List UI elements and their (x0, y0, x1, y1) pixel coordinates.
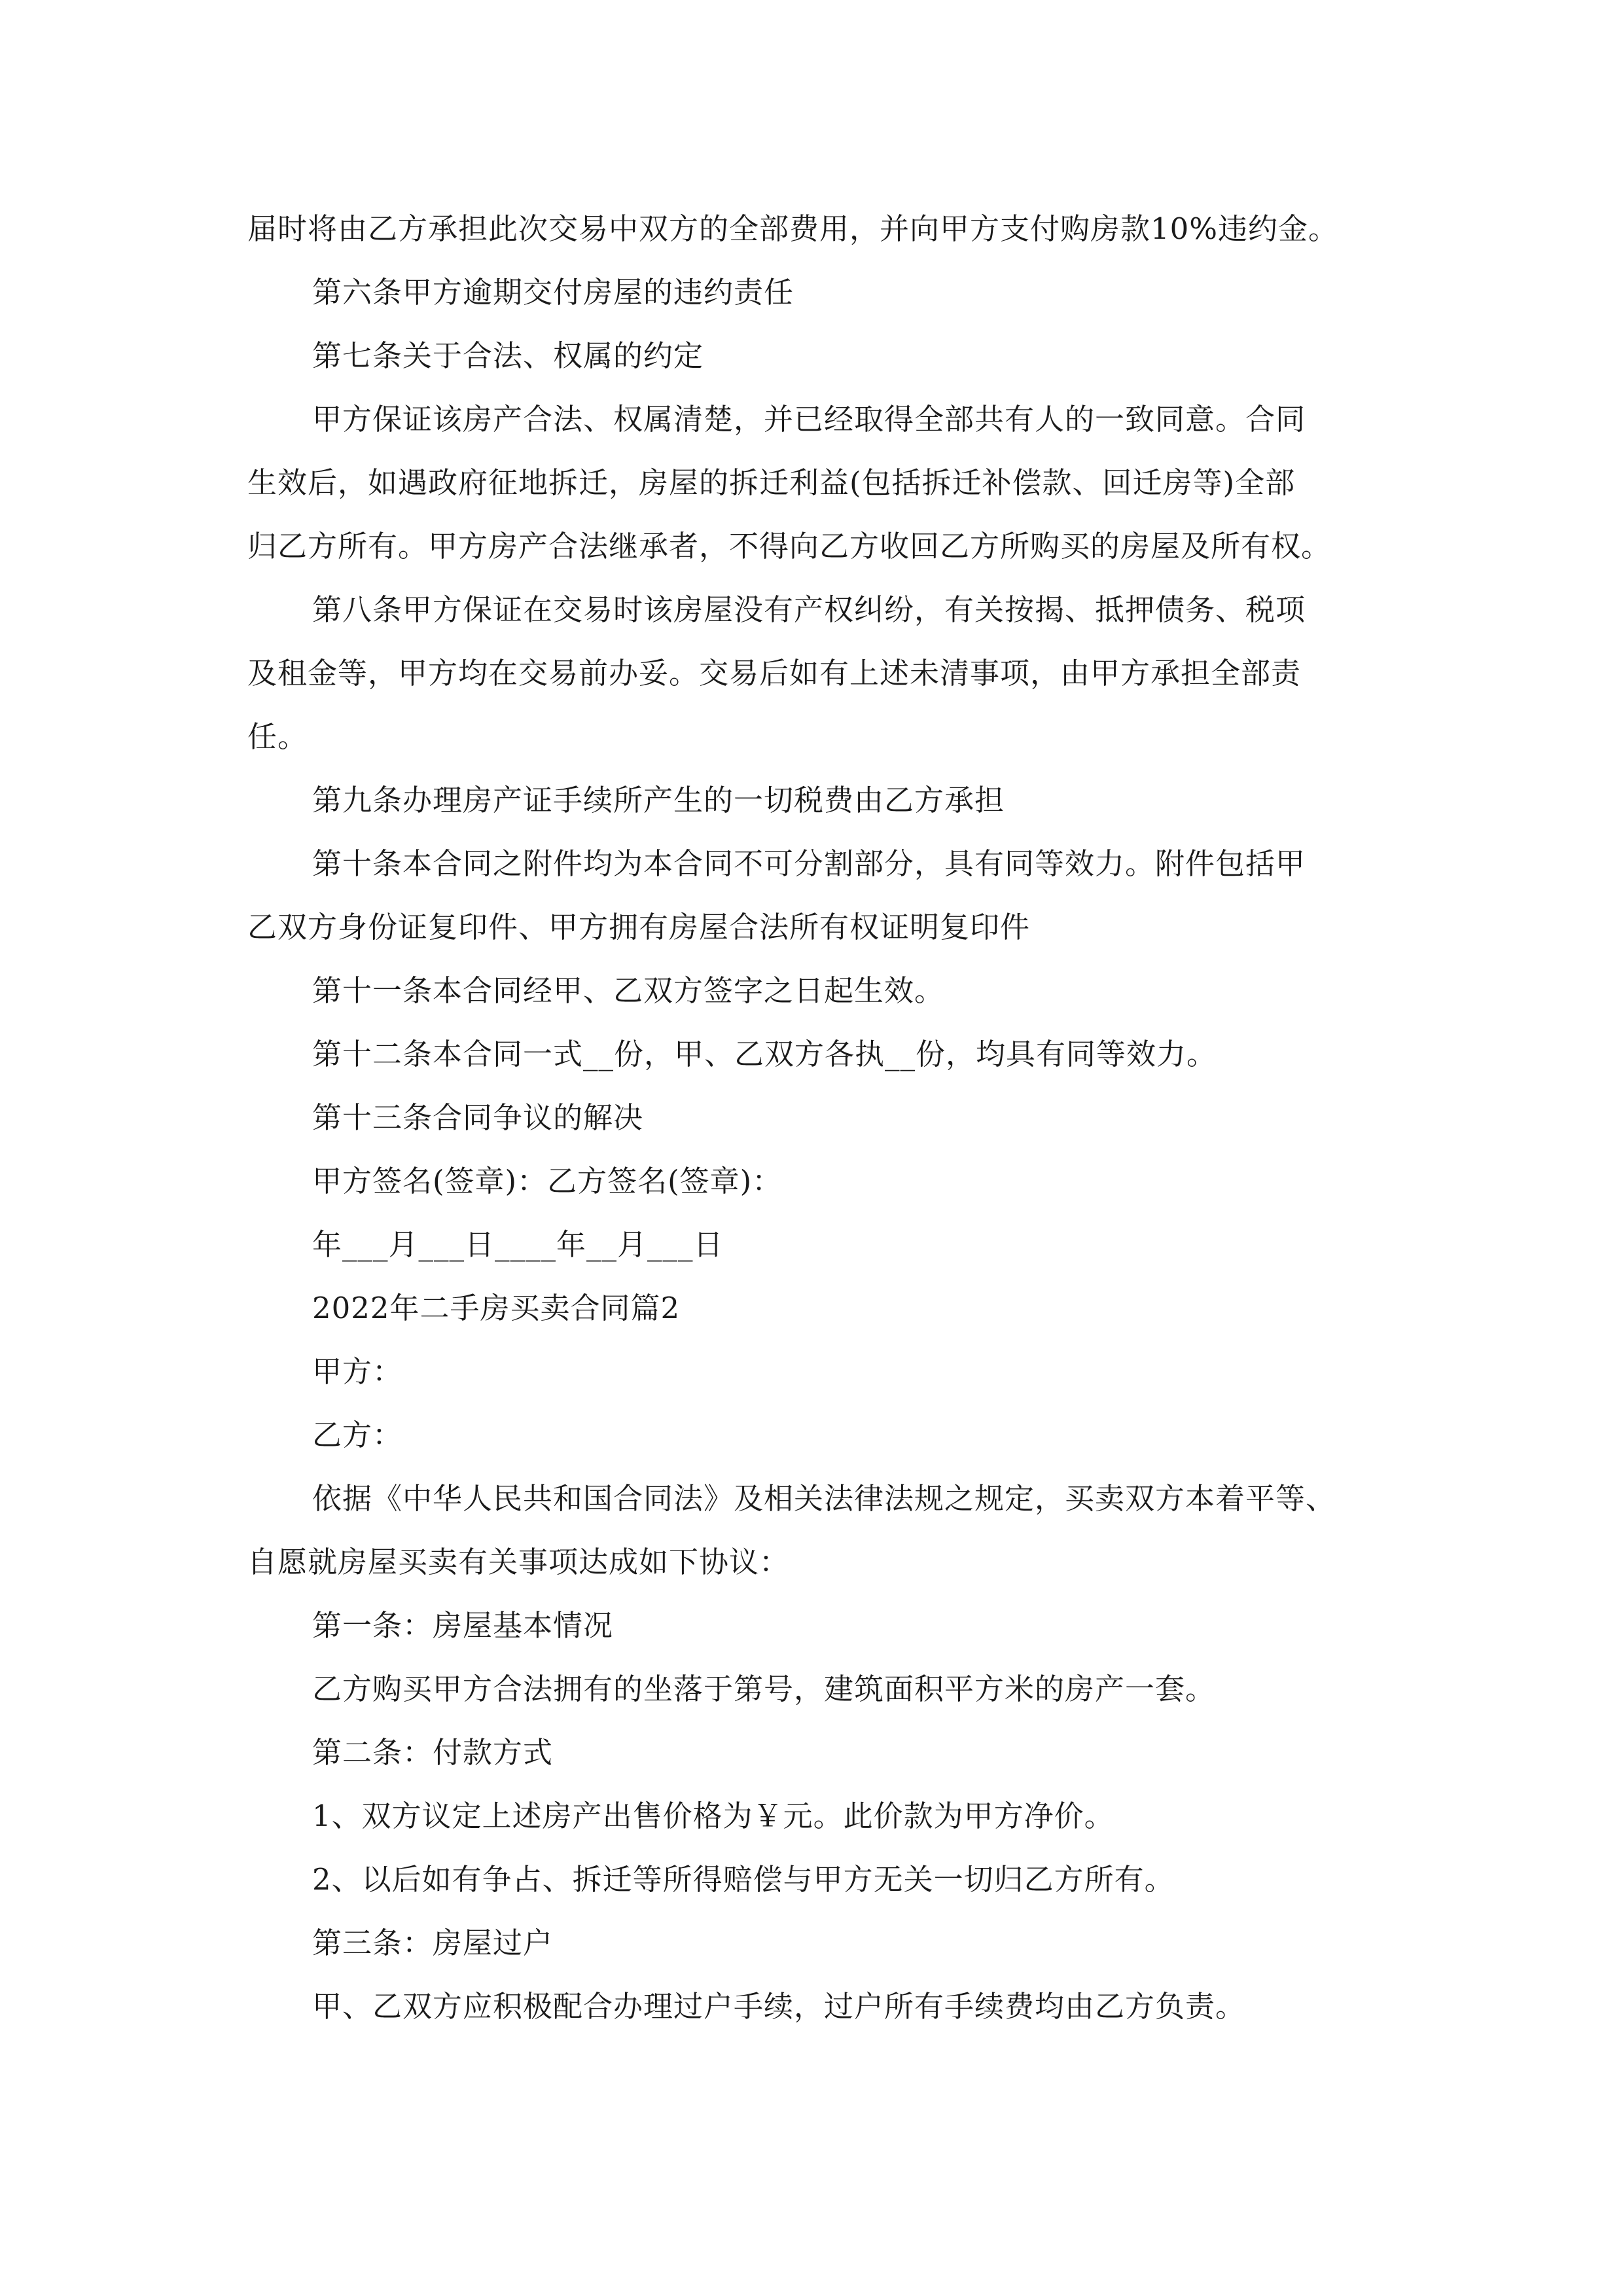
signature-line: 甲方签名(签章)：乙方签名(签章)： (312, 1164, 783, 1198)
paragraph-line: 第十条本合同之附件均为本合同不可分割部分，具有同等效力。附件包括甲 (312, 846, 1306, 881)
clause-heading-3: 第三条：房屋过户 (312, 1926, 554, 1960)
paragraph-line: 乙方购买甲方合法拥有的坐落于第号，建筑面积平方米的房产一套。 (312, 1672, 1216, 1706)
paragraph-line: 第八条甲方保证在交易时该房屋没有产权纠纷，有关按揭、抵押债务、税项 (312, 592, 1306, 627)
paragraph-line: 届时将由乙方承担此次交易中双方的全部费用，并向甲方支付购房款10%违约金。 (247, 211, 1339, 246)
clause-heading-2: 第二条：付款方式 (312, 1735, 554, 1770)
paragraph-line: 任。 (247, 719, 308, 754)
clause-heading-13: 第十三条合同争议的解决 (312, 1100, 644, 1135)
list-item: 1、双方议定上述房产出售价格为￥元。此价款为甲方净价。 (312, 1799, 1115, 1833)
paragraph-line: 乙双方身份证复印件、甲方拥有房屋合法所有权证明复印件 (247, 910, 1031, 944)
clause-heading-11: 第十一条本合同经甲、乙双方签字之日起生效。 (312, 973, 945, 1008)
paragraph-line: 甲方保证该房产合法、权属清楚，并已经取得全部共有人的一致同意。合同 (312, 402, 1306, 437)
clause-heading-6: 第六条甲方逾期交付房屋的违约责任 (312, 275, 794, 310)
clause-heading-12: 第十二条本合同一式__份，甲、乙双方各执__份，均具有同等效力。 (312, 1037, 1217, 1071)
party-b-label: 乙方： (312, 1418, 403, 1452)
paragraph-line: 甲、乙双方应积极配合办理过户手续，过户所有手续费均由乙方负责。 (312, 1989, 1246, 2024)
clause-heading-7: 第七条关于合法、权属的约定 (312, 338, 704, 373)
clause-heading-9: 第九条办理房产证手续所产生的一切税费由乙方承担 (312, 783, 1005, 817)
party-a-label: 甲方： (312, 1354, 403, 1389)
paragraph-line: 依据《中华人民共和国合同法》及相关法律法规之规定，买卖双方本着平等、 (312, 1481, 1336, 1516)
date-line: 年___月___日____年__月___日 (312, 1227, 724, 1262)
paragraph-line: 归乙方所有。甲方房产合法继承者，不得向乙方收回乙方所购买的房屋及所有权。 (247, 529, 1332, 564)
list-item: 2、以后如有争占、拆迁等所得赔偿与甲方无关一切归乙方所有。 (312, 1862, 1175, 1897)
section-title: 2022年二手房买卖合同篇2 (312, 1291, 681, 1325)
clause-heading-1: 第一条：房屋基本情况 (312, 1608, 614, 1643)
paragraph-line: 自愿就房屋买卖有关事项达成如下协议： (247, 1545, 790, 1579)
paragraph-line: 生效后，如遇政府征地拆迁，房屋的拆迁利益(包括拆迁补偿款、回迁房等)全部 (247, 465, 1296, 500)
paragraph-line: 及租金等，甲方均在交易前办妥。交易后如有上述未清事项，由甲方承担全部责 (247, 656, 1302, 691)
